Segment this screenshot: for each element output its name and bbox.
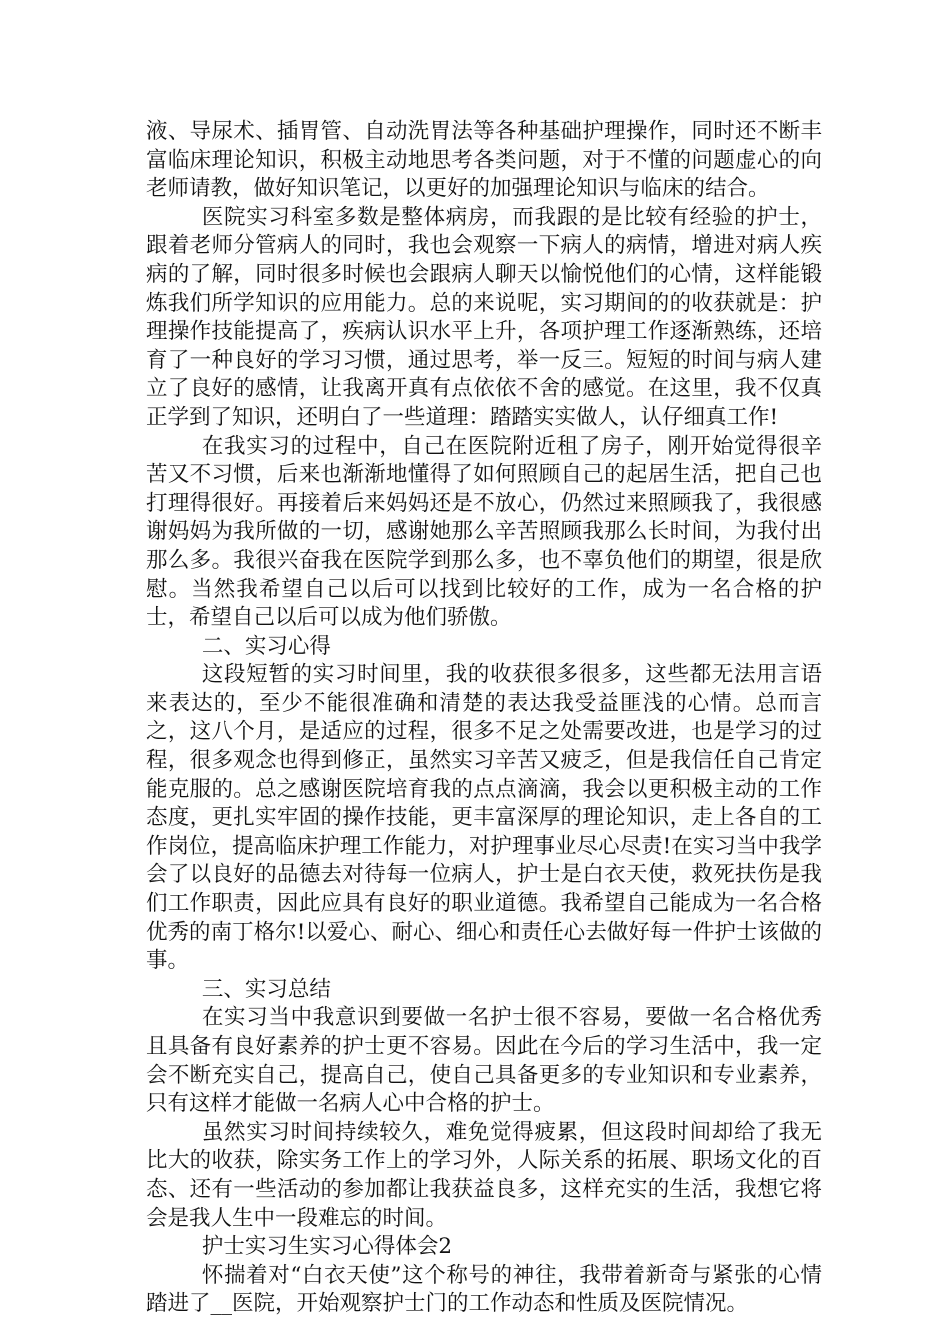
paragraph-continuation: 液、导尿术、插胃管、自动洗胃法等各种基础护理操作，同时还不断丰富临床理论知识，积极主动地思考各类问题，对于不懂的问题虚心的向老师请教，做好知识笔记，以更好的加强理论知识与临床的结合。 [146, 119, 822, 202]
article-title-part-2: 护士实习生实习心得体会2 [201, 1234, 453, 1260]
paragraph-ward-practice: 医院实习科室多数是整体病房，而我跟的是比较有经验的护士，跟着老师分管病人的同时，我也会观察一下病人的病情，增进对病人疾病的了解，同时很多时候也会跟病人聊天以愉悦他们的心情，这样能锻炼我们所学知识的应用能力。总的来说呢，实习期间的的收获就是：护理操作技能提高了，疾病认识水平上升，各项护理工作逐渐熟练，还培育了一种良好的学习习惯，通过思考，举一反三。短短的时间与病人建立了良好的感情，让我离开真有点依依不舍的感觉。在这里，我不仅真正学到了知识，还明白了一些道理：踏踏实实做人，认仔细真工作! [146, 204, 822, 430]
paragraph-summary: 在实习当中我意识到要做一名护士很不容易，要做一名合格优秀且具备有良好素养的护士更不容易。因此在今后的学习生活中，我一定会不断充实自己，提高自己，使自己具备更多的专业知识和专业素养，只有这样才能做一名病人心中合格的护士。 [146, 1005, 822, 1117]
section-heading-internship-summary: 三、实习总结 [201, 976, 331, 1002]
paragraph-living-experience: 在我实习的过程中，自己在医院附近租了房子，刚开始觉得很辛苦又不习惯，后来也渐渐地懂得了如何照顾自己的起居生活，把自己也打理得很好。再接着后来妈妈还是不放心，仍然过来照顾我了，我很感谢妈妈为我所做的一切，感谢她那么辛苦照顾我那么长时间，为我付出那么多。我很兴奋我在医院学到那么多，也不辜负他们的期望，很是欣慰。当然我希望自己以后可以找到比较好的工作，成为一名合格的护士，希望自己以后可以成为他们骄傲。 [146, 433, 822, 631]
paragraph-reflection: 这段短暂的实习时间里，我的收获很多很多，这些都无法用言语来表达的，至少不能很准确和清楚的表达我受益匪浅的心情。总而言之，这八个月，是适应的过程，很多不足之处需要改进，也是学习的过程，很多观念也得到修正，虽然实习辛苦又疲乏，但是我信任自己肯定能克服的。总之感谢医院培育我的点点滴滴，我会以更积极主动的工作态度，更扎实牢固的操作技能，更丰富深厚的理论知识，走上各自的工作岗位，提高临床护理工作能力，对护理事业尽心尽责!在实习当中我学会了以良好的品德去对待每一位病人，护士是白衣天使，救死扶伤是我们工作职责，因此应具有良好的职业道德。我希望自己能成为一名合格优秀的南丁格尔!以爱心、耐心、细心和责任心去做好每一件护士该做的事。 [146, 662, 822, 974]
paragraph-gains: 虽然实习时间持续较久，难免觉得疲累，但这段时间却给了我无比大的收获，除实务工作上的学习外，人际关系的拓展、职场文化的百态、还有一些活动的参加都让我获益良多，这样充实的生活，我想它将会是我人生中一段难忘的时间。 [146, 1119, 822, 1231]
section-heading-internship-reflection: 二、实习心得 [201, 633, 331, 659]
paragraph-part2-opening: 怀揣着对“白衣天使”这个称号的神往，我带着新奇与紧张的心情踏进了__医院，开始观察护士门的工作动态和性质及医院情况。 [146, 1262, 822, 1317]
document-body [146, 118, 822, 1319]
